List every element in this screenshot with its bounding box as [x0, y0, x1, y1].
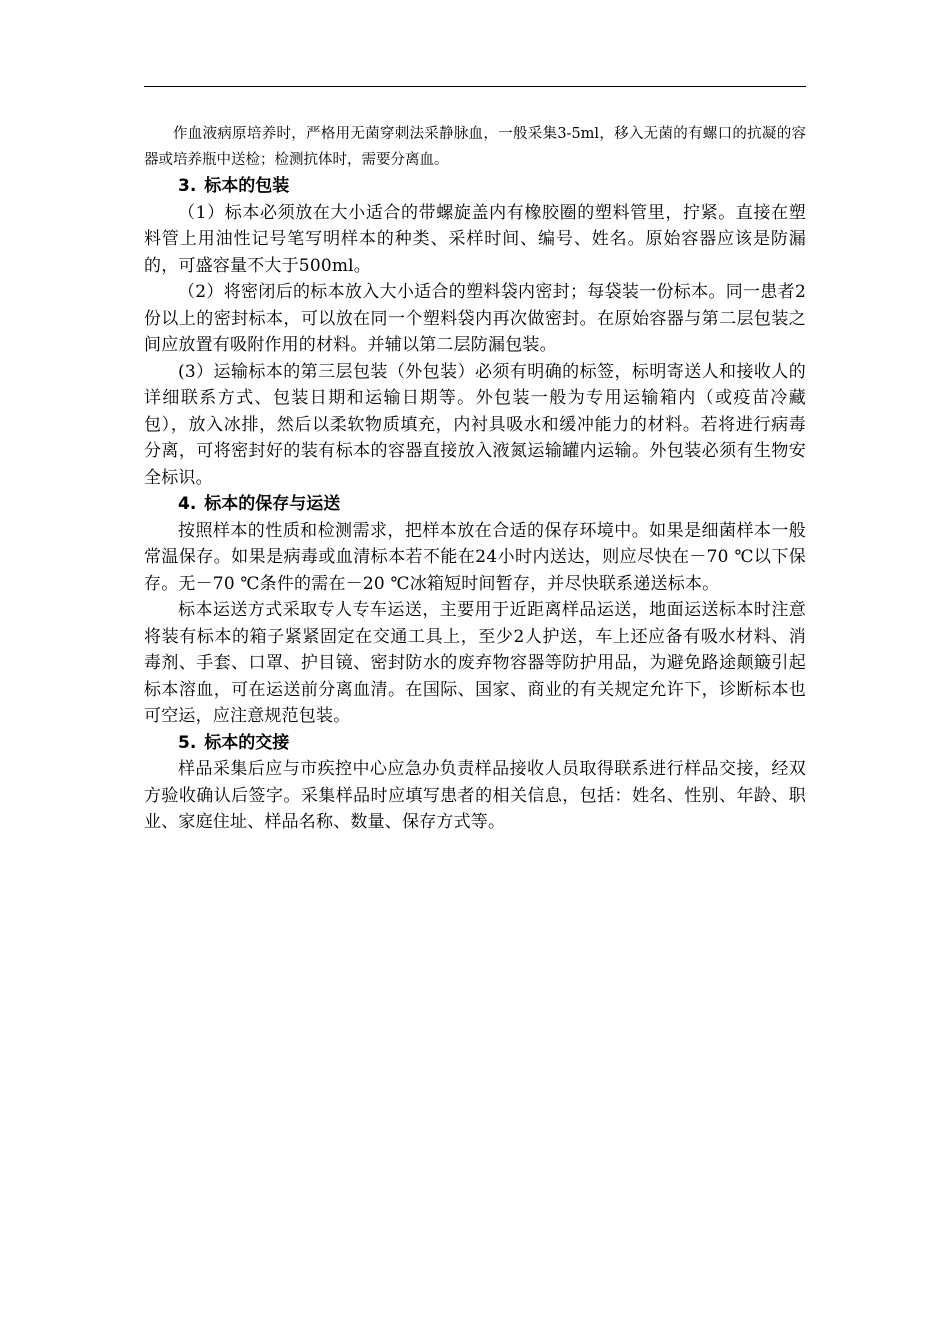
section-number: 3. — [178, 176, 197, 196]
paragraph: (3）运输标本的第三层包装（外包装）必须有明确的标签，标明寄送人和接收人的详细联系方式、包装日期和运输日期等。外包装一般为专用运输箱内（或疫苗冷藏包），放入冰排，然后以柔软物质填充，内衬具吸水和缓冲能力的材料。若将进行病毒分离，可将密封好的装有标本的容器直接放入液氮运输罐内运输。外包装必须有生物安全标识。 — [144, 361, 806, 488]
section-number: 4. — [178, 494, 197, 514]
document-body — [144, 121, 806, 836]
section-heading-3 — [144, 173, 806, 200]
intro-paragraph: 作血液病原培养时，严格用无菌穿刺法采静脉血，一般采集3-5ml，移入无菌的有螺口的抗凝的容器或培养瓶中送检；检测抗体时，需要分离血。 — [144, 126, 806, 168]
section-title: 标本的保存与运送 — [204, 494, 341, 514]
paragraph: （1）标本必须放在大小适合的带螺旋盖内有橡胶圈的塑料管里，拧紧。直接在塑料管上用油性记号笔写明样本的种类、采样时间、编号、姓名。原始容器应该是防漏的，可盛容量不大于500ml。 — [144, 202, 806, 276]
paragraph: 样品采集后应与市疾控中心应急办负责样品接收人员取得联系进行样品交接，经双方验收确认后签字。采集样品时应填写患者的相关信息，包括：姓名、性别、年龄、职业、家庭住址、样品名称、数量、保存方式等。 — [144, 759, 806, 832]
header-rule — [144, 86, 806, 87]
section-number: 5. — [178, 732, 197, 753]
paragraph: 标本运送方式采取专人专车运送，主要用于近距离样品运送，地面运送标本时注意将装有标本的箱子紧紧固定在交通工具上，至少2人护送，车上还应备有吸水材料、消毒剂、手套、口罩、护目镜、密封防水的废弃物容器等防护用品，为避免路途颠簸引起标本溶血，可在运送前分离血清。在国际、国家、商业的有关规定允许下，诊断标本也可空运，应注意规范包装。 — [144, 600, 806, 726]
paragraph: （2）将密闭后的标本放入大小适合的塑料袋内密封；每袋装一份标本。同一患者2份以上的密封标本，可以放在同一个塑料袋内再次做密封。在原始容器与第二层包装之间应放置有吸附作用的材料。并辅以第二层防漏包装。 — [144, 282, 806, 355]
section-title: 标本的交接 — [204, 732, 290, 753]
section-heading-4 — [144, 491, 806, 518]
paragraph: 按照样本的性质和检测需求，把样本放在合适的保存环境中。如果是细菌样本一般常温保存。如果是病毒或血清标本若不能在24小时内送达，则应尽快在－70 ℃以下保存。无－70 ℃条件的需在－20 ℃冰箱短时间暂存，并尽快联系递送标本。 — [144, 520, 806, 594]
section-heading-5 — [144, 730, 806, 757]
section-title: 标本的包装 — [204, 176, 290, 196]
